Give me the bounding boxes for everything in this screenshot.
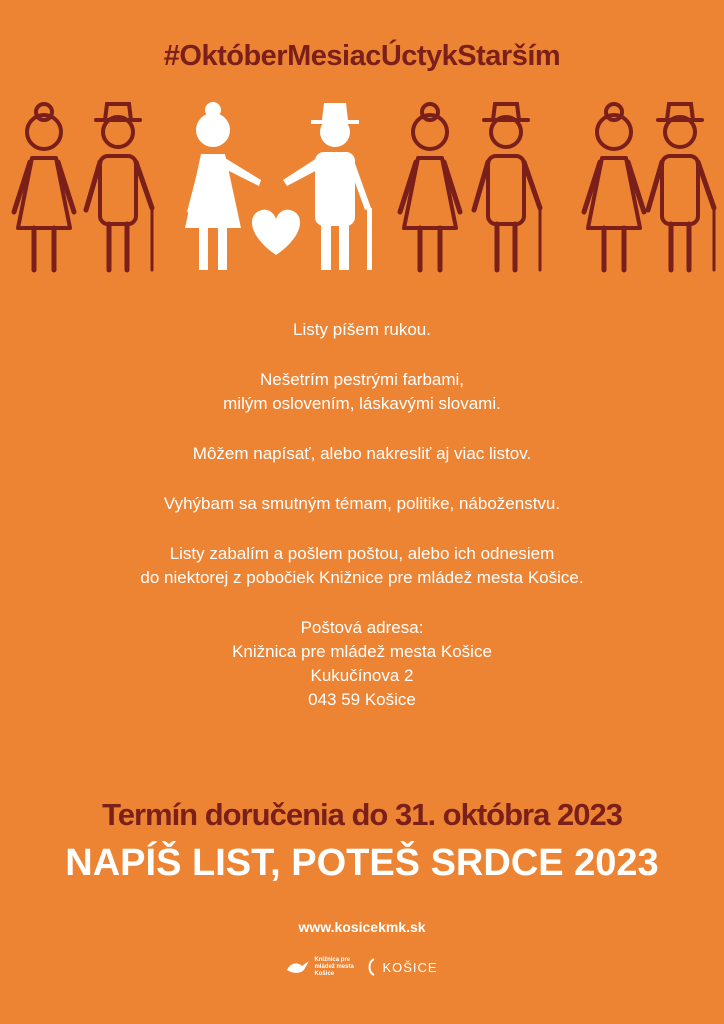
logos-row xyxy=(0,952,724,982)
library-logo xyxy=(286,957,354,978)
bird-icon xyxy=(286,958,310,976)
grandma-white-icon xyxy=(185,102,261,270)
library-logo-text: Knižnica pre mládež mesta Košice xyxy=(314,956,354,977)
website-link[interactable]: www.kosicekmk.sk xyxy=(298,919,426,935)
kosice-logo-text: KOŠICE xyxy=(382,959,438,975)
elderly-people-illustration xyxy=(0,100,724,278)
hashtag-title: #OktóberMesiacÚctykStarším xyxy=(163,40,561,72)
person-outline-6 xyxy=(648,104,714,270)
paragraph-avoid-topics: Vyhýbam sa smutným témam, politike, náboženstvu. xyxy=(163,494,561,513)
paragraph-multiple: Môžem napísať, alebo nakresliť aj viac listov. xyxy=(192,444,532,463)
kosice-crest-icon xyxy=(366,958,378,976)
kosice-logo xyxy=(366,958,437,976)
paragraph-delivery: Listy zabalím a pošlem poštou, alebo ich odnesiem do niektorej z pobočiek Knižnice pre mládež mesta Košice. xyxy=(140,544,584,587)
grandpa-white-icon xyxy=(283,103,372,270)
person-outline-3 xyxy=(400,104,460,270)
deadline-text: Termín doručenia do 31. októbra 2023 xyxy=(102,797,622,832)
postal-address xyxy=(0,616,724,712)
address-line-3: 043 59 Košice xyxy=(308,690,416,709)
person-outline-5 xyxy=(584,104,644,270)
instructions-text xyxy=(0,318,724,738)
person-outline-4 xyxy=(474,104,540,270)
heart-icon xyxy=(252,210,300,255)
person-outline-1 xyxy=(14,104,74,270)
address-line-1: Knižnica pre mládež mesta Košice xyxy=(232,642,492,661)
person-outline-2 xyxy=(86,104,152,270)
address-line-2: Kukučínova 2 xyxy=(310,666,414,685)
paragraph-colors: Nešetrím pestrými farbami, milým oslovením, láskavými slovami. xyxy=(223,370,501,413)
address-heading: Poštová adresa: xyxy=(300,618,424,637)
campaign-headline: NAPÍŠ LIST, POTEŠ SRDCE 2023 xyxy=(65,842,659,884)
paragraph-handwritten: Listy píšem rukou. xyxy=(293,320,431,339)
